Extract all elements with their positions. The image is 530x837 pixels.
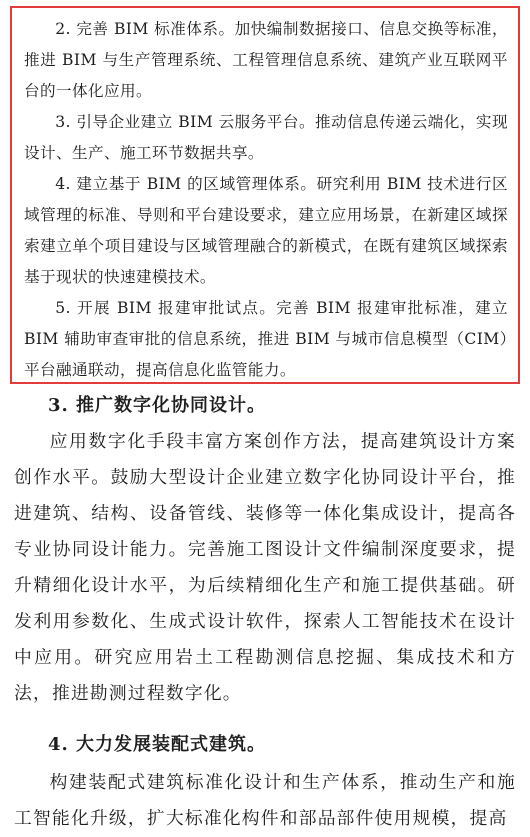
bim-item-3: 3. 引导企业建立 BIM 云服务平台。推动信息传递云端化，实现设计、生产、施工环节数据共享。 xyxy=(24,113,508,162)
section-body-prefab-building: 构建装配式建筑标准化设计和生产体系，推动生产和施工智能化升级，扩大标准化构件和部品部件使用规模，提高 xyxy=(14,772,516,829)
bim-item-4: 4. 建立基于 BIM 的区域管理体系。研究利用 BIM 技术进行区域管理的标准、导则和平台建设要求，建立应用场景，在新建区域探索建立单个项目建设与区域管理融合的新模式，在既有建筑区域探索基于现状的快速建模技术。 xyxy=(24,175,508,286)
bim-item-2: 2. 完善 BIM 标准体系。加快编制数据接口、信息交换等标准，推进 BIM 与生产管理系统、工程管理信息系统、建筑产业互联网平台的一体化应用。 xyxy=(24,20,508,100)
section-body-digital-design: 应用数字化手段丰富方案创作方法，提高建筑设计方案创作水平。鼓励大型设计企业建立数字化协同设计平台，推进建筑、结构、设备管线、装修等一体化集成设计，提高各专业协同设计能力。完善施工图设计文件编制深度要求，提升精细化设计水平，为后续精细化生产和施工提供基础。研发利用参数化、生成式设计软件，探索人工智能技术在设计中应用。研究应用岩土工程勘测信息挖掘、集成技术和方法，推进勘测过程数字化。 xyxy=(14,431,516,704)
bim-item-5: 5. 开展 BIM 报建审批试点。完善 BIM 报建审批标准，建立 BIM 辅助审查审批的信息系统，推进 BIM 与城市信息模型（CIM）平台融通联动，提高信息化监管能力。 xyxy=(24,299,508,379)
section-heading-prefab-building: 4. 大力发展装配式建筑。 xyxy=(48,734,267,755)
highlighted-bim-section xyxy=(10,6,520,384)
section-heading-digital-design: 3. 推广数字化协同设计。 xyxy=(48,395,267,416)
